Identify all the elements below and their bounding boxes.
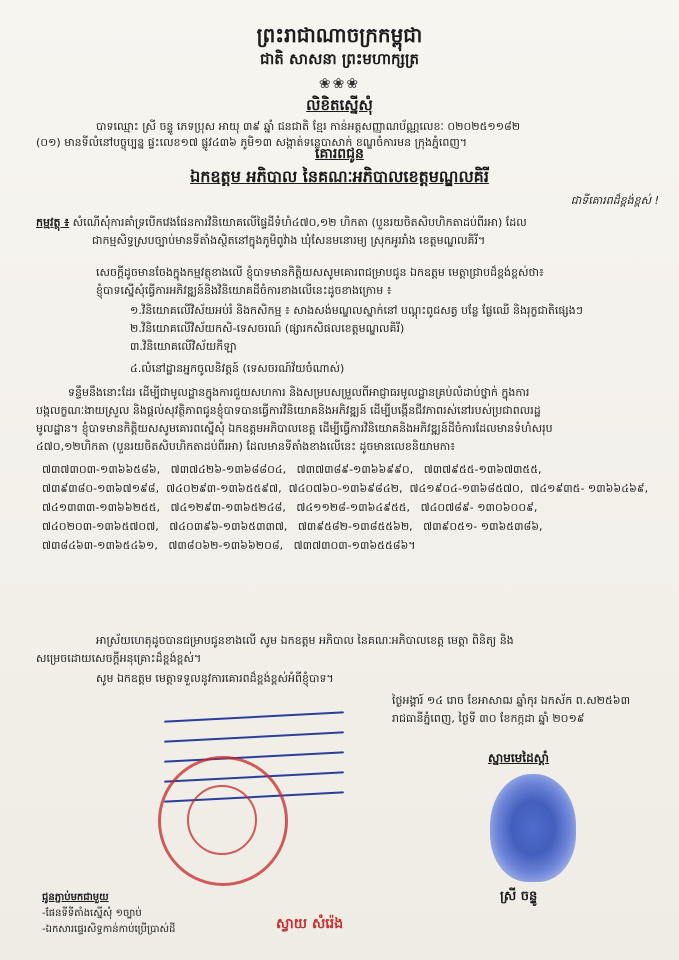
signer-name: ស្រី ចន្ទូ xyxy=(500,889,538,904)
coordinate: ៧៤០២០៣-១៣៦៥៧០៧, xyxy=(42,520,159,533)
salutation: ជាទីគោរពដ៏ខ្ពង់ខ្ពស់ ! xyxy=(570,194,659,207)
official-signature-name: ស្វាយ សំរ៉េង xyxy=(276,916,344,932)
coordinate: ៧៤១១២៨-១៣៦៤៩៥៥, xyxy=(296,501,411,514)
closing-line-1: អាស្រ័យហេតុដូចបានជម្រាបជូនខាងលើ សូម ឯកឧត្តម អភិបាល នៃគណៈអភិបាលខេត្ត មេត្តា ពិនិត្យ និង xyxy=(96,634,514,647)
closing-line-3: សូម ឯកឧត្តម មេត្តាទទួលនូវការគោរពដ៏ខ្ពង់ខ្ពស់អំពីខ្ញុំបាទ។ xyxy=(96,672,334,685)
thumbprint-label: ស្នាមមេដៃស្តាំ xyxy=(488,751,549,765)
attachment-item: -ឯកសារផ្ទេរសិទ្ធកាន់កាប់ប្រើប្រាស់ដី xyxy=(42,924,176,935)
applicant-line-1: បាទឈ្មោះ ស្រី ចន្ទូ ភេទប្រុស អាយុ ៣៩ ឆ្នាំ ជនជាតិ ខ្មែរ កាន់អត្តសញ្ញាណប័ណ្ណលេខៈ ០២០២៥១១៨២ xyxy=(96,120,521,133)
attachment-item: -ផែនទីទីតាំងស្នើសុំ ១ច្បាប់ xyxy=(42,908,142,919)
attachments-title: ជូនភ្ជាប់មកជាមួយ xyxy=(42,892,109,903)
body-line-3: មូលដ្ឋាន។ ខ្ញុំបាទមានកិត្តិយសសូមគោរពស្នើសុំ ឯកឧត្តមអភិបាលខេត្ត ដើម្បីធ្វើការវិនិយោគនិងអភិវឌ្ឍន៍ដីចំការដែលមានទំហំសរុប xyxy=(36,422,553,435)
coordinate: ១៣៦៥៣៨៦, xyxy=(480,520,543,533)
official-seal xyxy=(158,756,288,886)
document-title: លិខិតស្នើសុំ xyxy=(306,96,373,114)
subject-line-1 xyxy=(36,216,527,230)
coordinate: ៧៣៨០៦២-១៣៦៦២០៨, xyxy=(168,539,284,552)
coordinate: ៧៤១៩០៤-១៣៦៨៥៧០, xyxy=(409,482,524,495)
list-item: ៣.វិនិយោគលើវិស័យកីឡា xyxy=(130,340,237,353)
national-motto: ជាតិ សាសនា ព្រះមហាក្សត្រ xyxy=(260,50,419,68)
applicant-line-2: (០១) មានទីលំនៅបច្ចុប្បន្ន ផ្ទះលេខ១៧ ផ្លូវ៤៣៦ ភូមិ១៣ សង្កាត់ទន្លេបាសាក់ ខណ្ឌចំការមន ក្រុងភ្នំពេញ។ xyxy=(36,136,468,149)
coordinate: ៧៤០៣៩៦-១៣៦៥៣៣៧, xyxy=(169,520,288,533)
subject-text-1: សំណើសុំការគាំទ្របើកវេងផែនការវិនិយោគលើផ្ទៃដីទំហំ៤៧០,១២ ហិកតា (បួនរយចិតសិបហិកតាដប់ពីរអា) ដែល xyxy=(72,216,527,229)
subject-line-2: ជាកម្មសិទ្ធស្របច្បាប់មានទីតាំងស្ថិតនៅក្នុងភូមិពូវ៉ាង ឃុំសែនមនោរម្យ ស្រុកអូររាំង ខេត្តមណ្ឌលគិរី។ xyxy=(92,234,486,247)
coordinate: ៧៣៧៣៨៩-១៣៦៦៩៩០, xyxy=(296,463,414,476)
coordinate: ៧៣៩៣៨០-១៣៦៧១៩៨, xyxy=(42,482,160,495)
coordinate: ៧៣៩០៥១- xyxy=(423,520,478,533)
seal-inner-ring xyxy=(187,785,257,855)
kingdom-header: ព្រះរាជាណាចក្រកម្ពុជា xyxy=(256,23,423,47)
coordinate: ៧៤០២៩៣-១៣៦៥៥៩៧, xyxy=(166,482,282,495)
coordinate: ៧៣៩៥៨២-១៣៨៥៥៦២, xyxy=(297,520,413,533)
coordinate: ៧៣៧៣០៣-១៣៦៥៥៨៦។ xyxy=(293,539,416,552)
coordinate: ៧៣៧៣០៣-១៣៦៦៥៨៦, xyxy=(42,463,161,476)
body-line-4: ៤៧០,១២ហិកតា (បួនរយចិតសិបហិកតាដប់ពីរអា) ដែលមានទីតាំងខាងលើនេះ ដូចមានលេខនិយាមកា៖ xyxy=(36,440,456,453)
subject-label: កម្មវត្ថុ ៖ xyxy=(36,216,70,229)
coordinate: ៧៣៨៤៦៣-១៣៦៥៤៦១, xyxy=(42,539,158,552)
coordinate: ១៣០៦០០៩, xyxy=(477,501,538,514)
list-item: ១.វិនិយោគលើវិស័យអប់រំ និងកសិកម្ម ៖ សាងសង់មណ្ឌលស្នាក់នៅ បណ្តុះពូជសត្វ បន្លែ ផ្លែឈើ និងរុក្ខជាតិផ្សេងៗ xyxy=(130,304,583,317)
body-line-2: បង្កលក្ខណៈងាយស្រួល និងផ្តល់សុវត្ថិភាពជូនខ្ញុំបាទបានធ្វើការវិនិយោគនិងអភិវឌ្ឍន៍ ដើម្បីបង្កើនជីវភាពរស់នៅរបស់ប្រជាពលរដ្ឋ xyxy=(36,404,541,417)
thumbprint-mark xyxy=(490,774,576,882)
solar-date: រាជធានីភ្នំពេញ, ថ្ងៃទី ៣០ ខែកក្កដា ឆ្នាំ ២០១៩ xyxy=(392,712,585,725)
coordinate: ៧៤១២៩៣-១៣៦៥២៤៨, xyxy=(170,501,286,514)
respect-heading: គោរពជូន xyxy=(315,146,364,162)
coordinate: ៧៤១៩៣៥- xyxy=(530,482,585,495)
coordinate: ១៣៦៦៤៦៩, xyxy=(587,482,649,495)
coordinate: ៧៤០៧៨៩- xyxy=(420,501,474,514)
lunar-date: ថ្ងៃអង្គារ៍ ១៤ រោច ខែអាសាឍ ឆ្នាំកុរ ឯកស័ក ព.ស២៥៦៣ xyxy=(392,694,630,707)
body-line-1: ទន្ទឹមនឹងនោះដែរ ដើម្បីជាមូលដ្ឋានក្នុងការជួយសហការ និងសម្របសម្រួលពីអាជ្ញាធរមូលដ្ឋានគ្រប់លំដាប់ថ្នាក់ ក្នុងការ xyxy=(68,386,530,399)
coordinate: ៧៣៧៤២៦-១៣៦៨៨០៤, xyxy=(170,463,287,476)
header-ornament: ❀❀❀ xyxy=(318,76,361,92)
coordinate: ៧៣៧៩៥៥-១៣៦៧៣៥៥, xyxy=(423,463,542,476)
coordinate: ៧៤០៧៦០-១៣៦៩៨៤២, xyxy=(288,482,403,495)
coordinate: ៧៤១៣៣៣-១៣៦៦២៥៥, xyxy=(42,501,161,514)
list-item: ៤.លំនៅដ្ឋានអ្នកចូលនិវត្តន៍ (ទេសចរណ៍វ័យចំណាស់) xyxy=(130,362,345,375)
intro-line-1: សេចក្តីដូចមានចែងក្នុងកម្មវត្ថុខាងលើ ខ្ញុំបាទមានកិត្តិយសសូមគោរពជម្រាបជូន ឯកឧត្តម មេត្តាជ្រាបដ៏ខ្ពង់ខ្ពស់ថា៖ xyxy=(96,266,544,279)
intro-line-2: ខ្ញុំបាទស្នើសុំធ្វើការអភិវឌ្ឍន៍និងវិនិយោគដីចំការខាងលើនេះដូចខាងក្រោម ៖ xyxy=(96,284,392,297)
recipient-heading: ឯកឧត្តម អភិបាល នៃគណៈអភិបាលខេត្តមណ្ឌលគិរី xyxy=(190,167,489,186)
list-item: ២.វិនិយោគលើវិស័យកសិ-ទេសចរណ៍ (ផ្សារកសិផលខេត្តមណ្ឌលគិរី) xyxy=(130,322,405,335)
coordinates-block xyxy=(42,460,660,555)
closing-line-2: សម្រេចដោយសេចក្តីអនុគ្រោះដ៏ខ្ពង់ខ្ពស់។ xyxy=(36,652,202,665)
